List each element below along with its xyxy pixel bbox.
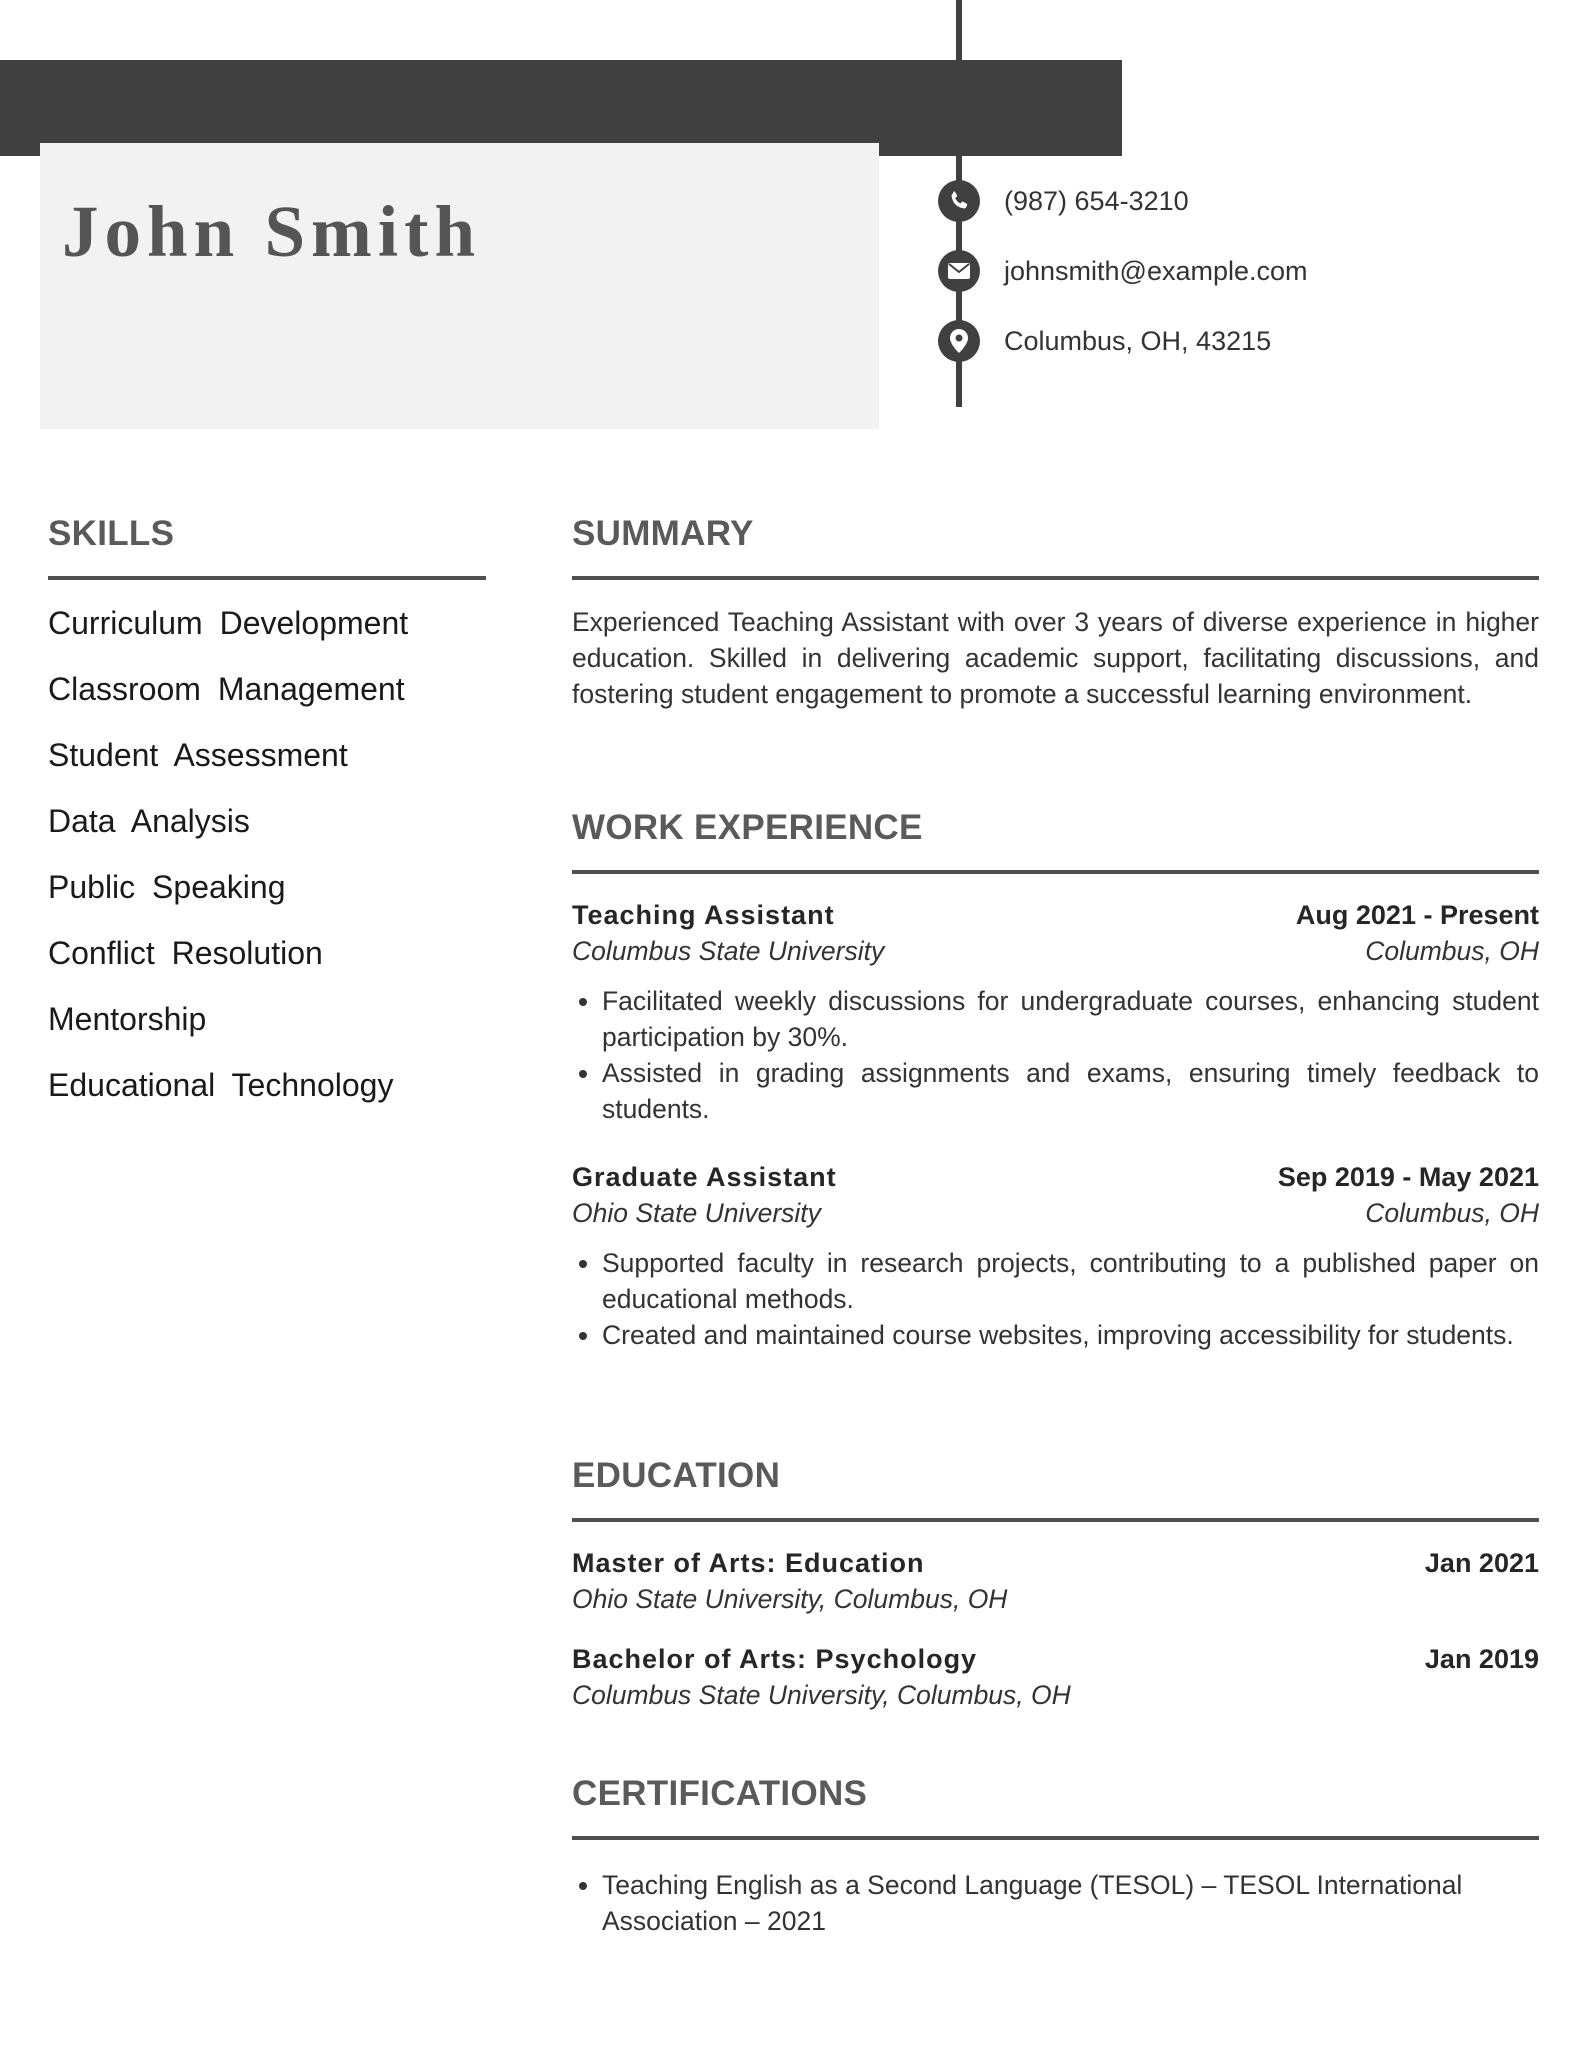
candidate-name: John Smith <box>62 191 482 272</box>
map-pin-icon <box>938 320 980 362</box>
education-entry <box>572 1644 1539 1718</box>
contact-location <box>938 319 1271 363</box>
job-organization: Columbus State University <box>572 936 885 966</box>
skill-item: Data Analysis <box>48 803 250 839</box>
job-bullet: • Facilitated weekly discussions for undergraduate courses, enhancing student participation by 30%. <box>602 983 1539 1055</box>
job-bullet: • Supported faculty in research projects, contributing to a published paper on educational methods. <box>602 1245 1539 1317</box>
work-heading: WORK EXPERIENCE <box>572 808 923 847</box>
job-location: Columbus, OH <box>1365 1198 1539 1228</box>
phone-icon <box>938 180 980 222</box>
job-location: Columbus, OH <box>1365 936 1539 966</box>
skill-item: Student Assessment <box>48 737 348 773</box>
education-entry <box>572 1548 1539 1622</box>
degree-title: Bachelor of Arts: Psychology <box>572 1644 978 1674</box>
job-organization: Ohio State University <box>572 1198 821 1228</box>
envelope-icon <box>938 250 980 292</box>
skill-item: Mentorship <box>48 1001 207 1037</box>
skills-divider <box>48 576 486 580</box>
email-address: johnsmith@example.com <box>1004 255 1308 286</box>
school-name: Columbus State University, Columbus, OH <box>572 1680 1071 1710</box>
job-title: Graduate Assistant <box>572 1162 837 1192</box>
skill-item: Educational Technology <box>48 1067 394 1103</box>
header-bar <box>0 60 1122 156</box>
certification-item: • Teaching English as a Second Language (TESOL) – TESOL International Association – 2021 <box>602 1867 1539 1939</box>
job-title: Teaching Assistant <box>572 900 835 930</box>
job-bullet: • Created and maintained course websites, improving accessibility for students. <box>602 1317 1539 1353</box>
school-name: Ohio State University, Columbus, OH <box>572 1584 1008 1614</box>
location-text: Columbus, OH, 43215 <box>1004 325 1272 356</box>
job-bullets <box>572 983 1539 1127</box>
skill-item: Classroom Management <box>48 671 405 707</box>
job-entry <box>572 1162 1539 1353</box>
certification-list <box>572 1867 1539 1939</box>
job-dates: Sep 2019 - May 2021 <box>1277 1162 1539 1192</box>
skill-item: Conflict Resolution <box>48 935 323 971</box>
summary-heading: SUMMARY <box>572 514 754 553</box>
degree-date: Jan 2019 <box>1424 1644 1539 1674</box>
summary-divider <box>572 576 1539 580</box>
education-heading: EDUCATION <box>572 1456 781 1495</box>
summary-section <box>572 604 1539 712</box>
job-bullets <box>572 1245 1539 1353</box>
skill-item: Curriculum Development <box>48 605 409 641</box>
certifications-heading: CERTIFICATIONS <box>572 1774 868 1813</box>
skill-item: Public Speaking <box>48 869 286 905</box>
degree-title: Master of Arts: Education <box>572 1548 925 1578</box>
skills-list <box>48 598 488 1126</box>
education-divider <box>572 1518 1539 1522</box>
job-dates: Aug 2021 - Present <box>1295 900 1539 930</box>
phone-number: (987) 654-3210 <box>1004 185 1189 216</box>
job-entry <box>572 900 1539 1127</box>
work-divider <box>572 870 1539 874</box>
summary-text: Experienced Teaching Assistant with over 3 years of diverse experience in higher education. Skilled in delivering academic support, facilitating discussions, and fostering student engagement to promote a successful learning environment. <box>572 607 1539 709</box>
certifications-section <box>572 1858 1539 1939</box>
degree-date: Jan 2021 <box>1424 1548 1539 1578</box>
name-panel <box>40 143 879 429</box>
contact-email <box>938 249 1308 293</box>
contact-phone <box>938 179 1189 223</box>
job-bullet: • Assisted in grading assignments and exams, ensuring timely feedback to students. <box>602 1055 1539 1127</box>
certifications-divider <box>572 1836 1539 1840</box>
skills-heading: SKILLS <box>48 514 175 553</box>
